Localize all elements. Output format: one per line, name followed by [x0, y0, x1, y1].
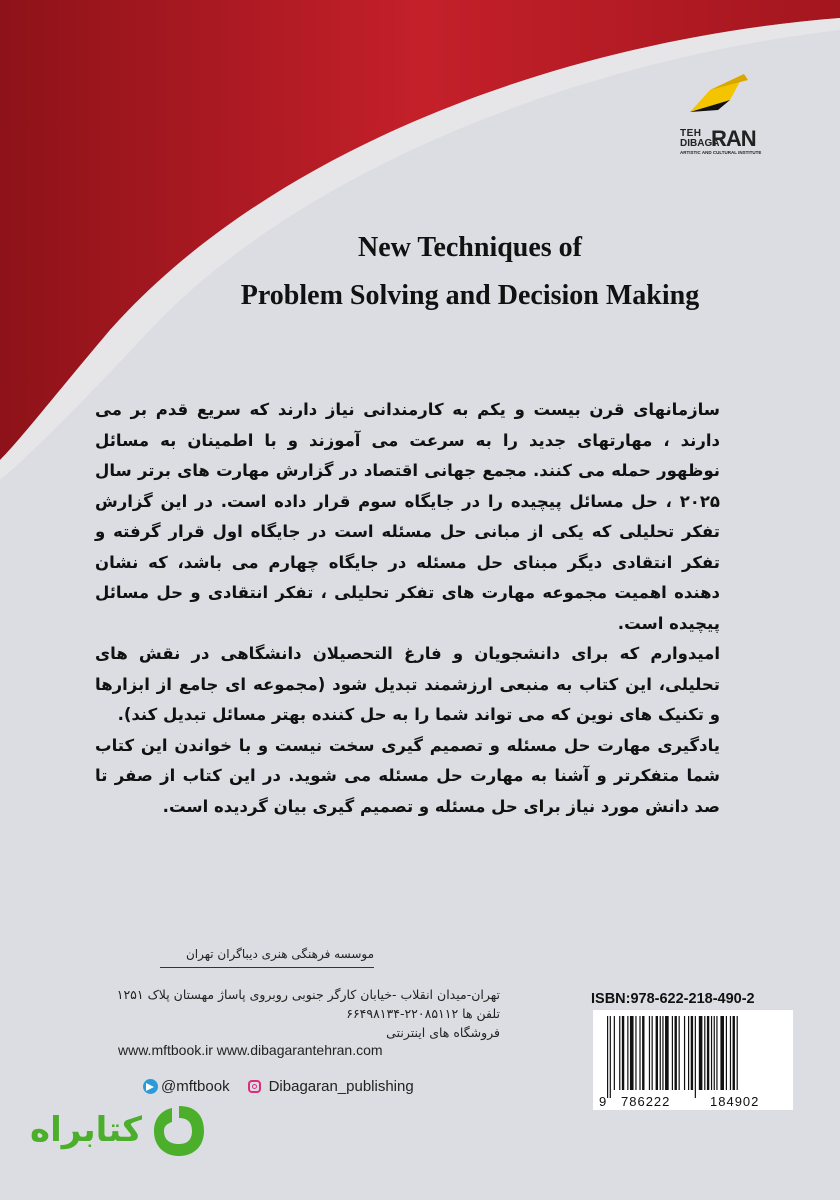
ketabrah-badge-icon [148, 1100, 210, 1162]
logo-text-dibaga: DIBAGA [680, 138, 720, 149]
social-links [143, 1078, 414, 1095]
book-title-line-2: Problem Solving and Decision Making [240, 280, 700, 311]
blurb-text [95, 395, 720, 822]
publisher-address: تهران-میدان انقلاب -خیابان کارگر جنوبی روبروی پاساژ مهستان پلاک ۱۲۵۱ [116, 987, 500, 1002]
barcode-digit-group-1: 786222 [621, 1094, 671, 1109]
publisher-logo [680, 70, 790, 165]
book-title-line-1: New Techniques of [357, 232, 583, 263]
barcode-digit-group-2: 184902 [710, 1094, 760, 1109]
telegram-icon [143, 1079, 158, 1094]
logo-subtitle: ARTISTIC AND CULTURAL INSTITUTE [680, 150, 762, 155]
isbn-label: ISBN:978-622-218-490-2 [591, 991, 755, 1007]
online-stores-label: فروشگاه های اینترنتی [386, 1025, 500, 1040]
logo-text-ran: RAN [711, 126, 756, 151]
blurb-paragraph-3: یادگیری مهارت حل مسئله و تصمیم گیری سخت نیست و با خواندن این کتاب شما متفکرتر و آشنا به مهارت حل مسئله می شوید. در این کتاب از صفر تا صد دانش مورد نیاز برای حل مسئله و تصمیم گیری بیان گردیده است. [95, 735, 720, 816]
ketabrah-logo [30, 1100, 215, 1170]
publisher-contact [60, 985, 500, 1042]
publisher-name: موسسه فرهنگی هنری دیباگران تهران [160, 947, 374, 968]
blurb-paragraph-1: سازمانهای قرن بیست و یکم به کارمندانی نیاز دارند که سریع قدم بر می دارند ، مهارتهای جدید را به سرعت می آموزند و با اطمینان به مسائل نوظهور حمله می کنند. مجمع جهانی اقتصاد در گزارش مهارت های برتر سال ۲۰۲۵ ، حل مسائل پیچیده را در جایگاه سوم قرار داده است. در این گزارش تفکر تحلیلی که یکی از مبانی حل مسئله است در جایگاه اول قرار گرفته و تفکر انتقادی دیگر مبنای حل مسئله در جایگاه چهارم می باشد، که نشان دهنده اهمیت مجموعه مهارت های تفکر تحلیلی ، تفکر انتقادی و حل مسائل پیچیده است. [95, 400, 720, 633]
logo-text-teh: TEH [680, 128, 702, 139]
ketabrah-wordmark: کتابراه [30, 1110, 143, 1150]
telegram-handle[interactable]: @mftbook [161, 1078, 230, 1095]
isbn-barcode [593, 1010, 793, 1110]
publisher-phone: تلفن ها ۲۲۰۸۵۱۱۲-۶۶۴۹۸۱۳۴ [346, 1006, 500, 1021]
pen-nib-logo-icon [688, 70, 750, 118]
instagram-handle[interactable]: Dibagaran_publishing [268, 1078, 414, 1095]
blurb-paragraph-2: امیدوارم که برای دانشجویان و فارغ التحصیلان دانشگاهی در نقش های تحلیلی، این کتاب به منبعی ارزشمند تبدیل شود (مجموعه ای جامع از ابزارها و تکنیک های نوین که می تواند شما را به حل کننده بهتر مسائل تبدیل کند). [95, 644, 720, 724]
instagram-icon [248, 1080, 261, 1093]
barcode-digit-first: 9 [599, 1094, 607, 1109]
websites-link[interactable]: www.mftbook.ir www.dibagarantehran.com [118, 1042, 383, 1058]
